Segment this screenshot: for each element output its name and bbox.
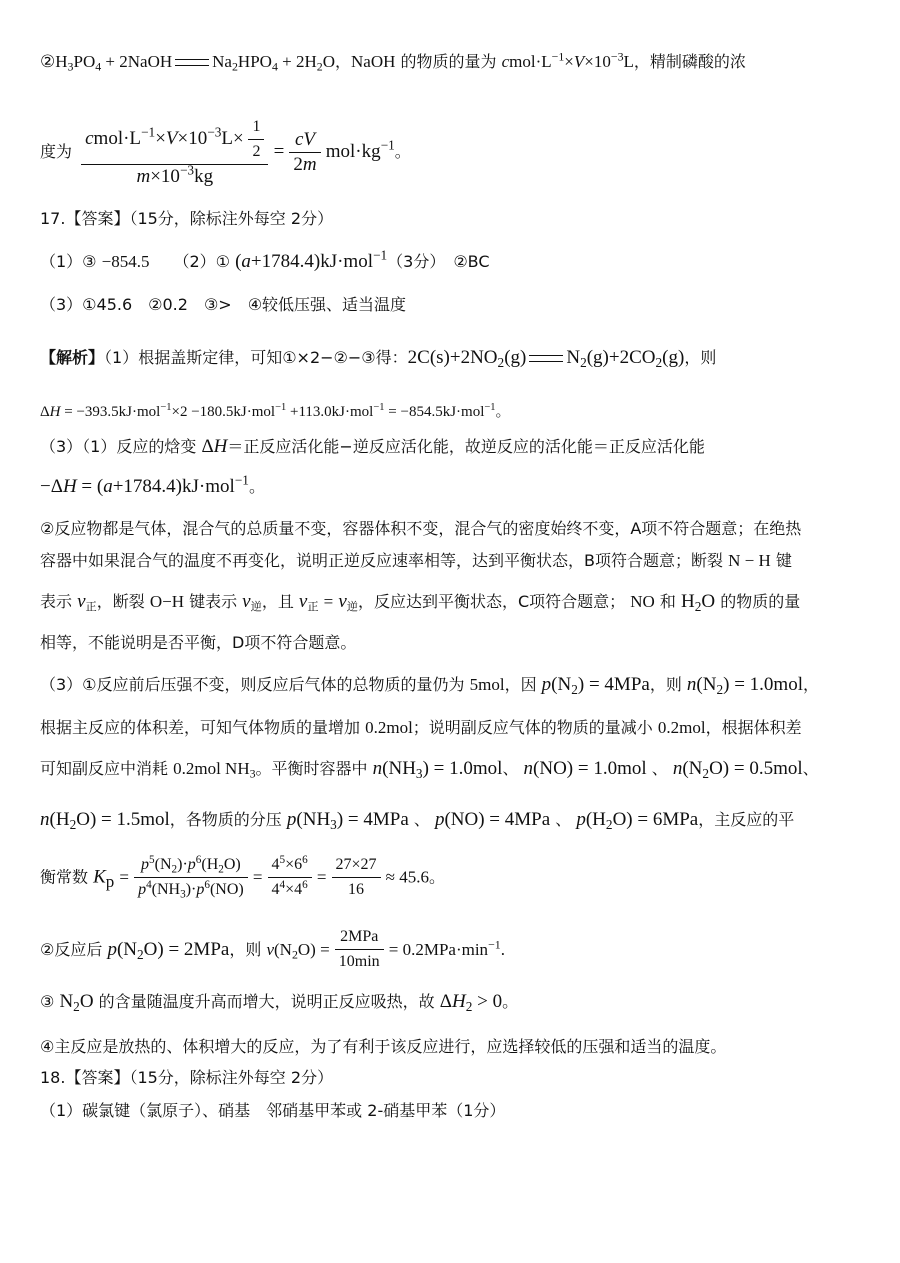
explanation-activation-result: −ΔH = (a+1784.4)kJ·mol$^{-1}$。 [40,472,265,497]
explanation-equilibrium-b: 容器中如果混合气的温度不再变化，说明正逆反应速率相等，达到平衡状态，B项符合题意；断裂 N − H 键 [40,551,792,570]
explanation-equilibrium-a: ②反应物都是气体，混合气的总质量不变，容器体积不变，混合气的密度始终不变，A项不符合题意；在绝热 [40,519,802,538]
equation-line-naoh: $②H_3PO_4$ + 2NaOH $Na_2HPO_4 + 2H_2O$，NaOH 的物质的量为 $cmol\cdot L^{-1}\times V\times 10^{-3}L$，精制磷酸的浓 [40,49,746,74]
explanation-hess-law: 【解析】（1）根据盖斯定律，可知①×2−②−③得：$2C(s)+2NO_2(g)$ $N_2(g)+2CO_2(g)$，则 [40,347,717,370]
q17-answers-1: （1）③ −854.5 （2）① (a+1784.4)kJ·mol$^{-1}$（3分） ②BC [40,247,490,272]
explanation-pressure-c: 可知副反应中消耗 0.2mol $NH_3$。平衡时容器中 $n(NH_3) = 1.0mol$、 n(NO) = 1.0mol 、 $n(N_2O) = 0.5mol$、 [40,758,819,781]
explanation-conditions: ④主反应是放热的、体积增大的反应，为了有利于该反应进行，应选择较低的压强和适当的温度。 [40,1037,727,1056]
q18-answer-1: （1）碳氯键（氯原子）、硝基 邻硝基甲苯或 2-硝基甲苯（1分） [40,1101,506,1120]
kp-formula: 衡常数 $K_p$ = $\frac{p^5(N_2)\cdot p^6(H_2O)}{p^4(NH_3)\cdot p^6(NO)}$ = $\frac{4^5\times 6^6}{4^4\times 4^6}$ = $\frac{27\times 27}{16}$ ≈ 45.6。 [40,853,445,901]
q18-header: 18.【答案】（15分，除标注外每空 2分） [40,1068,334,1087]
explanation-delta-h: ΔH = −393.5kJ·mol$^{-1}$×2 −180.5kJ·mol$^{-1}$ +113.0kJ·mol$^{-1}$ = −854.5kJ·mol$^{-1}$。 [40,402,511,420]
concentration-formula: 度为 $cmol\cdot L^{-1}\times V\times 10^{-3}L\times$ $\frac{1}{2}$ $m\times 10^{-3}kg$ = $\frac{cV}{2m}$ $mol\cdot kg^{-1}$。 [40,115,411,195]
q17-header: 17.【答案】（15分，除标注外每空 2分） [40,209,334,228]
explanation-pressure-a: （3）①反应前后压强不变，则反应后气体的总物质的量仍为 5mol，因 $p(N_2) = 4MPa$，则 $n(N_2) = 1.0mol$， [40,674,820,697]
q17-answers-3: （3）①45.6 ②0.2 ③> ④较低压强、适当温度 [40,295,407,314]
explanation-activation-energy: （3）（1）反应的焓变 ΔH＝正反应活化能−逆反应活化能，故逆反应的活化能＝正反应活化能 [40,436,705,457]
rate-formula: ②反应后 $p(N_2O) = 2MPa$，则 $v(N_2O)$ = $\frac{\text{2MPa}}{10\min}$ = $0.2MPa\cdot\min^{-1}$. [40,925,505,975]
explanation-equilibrium-d: 相等，不能说明是否平衡，D项不符合题意。 [40,633,357,652]
explanation-temperature: ③ $N_2O$ 的含量随温度升高而增大，说明正反应吸热，故 $\Delta H_2 > 0$。 [40,991,519,1014]
explanation-pressure-d: $n(H_2O) = 1.5mol$，各物质的分压 $p(NH_3) = 4MPa$ 、 p(NO) = 4MPa 、 $p(H_2O) = 6MPa$，主反应的平 [40,809,795,832]
explanation-equilibrium-c: 表示 $v_正$，断裂 O−H 键表示 $v_逆$，且 $v_正 = v_逆$，反应达到平衡状态，C项符合题意； NO 和 $H_2O$ 的物质的量 [40,591,801,614]
explanation-pressure-b: 根据主反应的体积差，可知气体物质的量增加 0.2mol；说明副反应气体的物质的量减小 0.2mol，根据体积差 [40,718,802,737]
